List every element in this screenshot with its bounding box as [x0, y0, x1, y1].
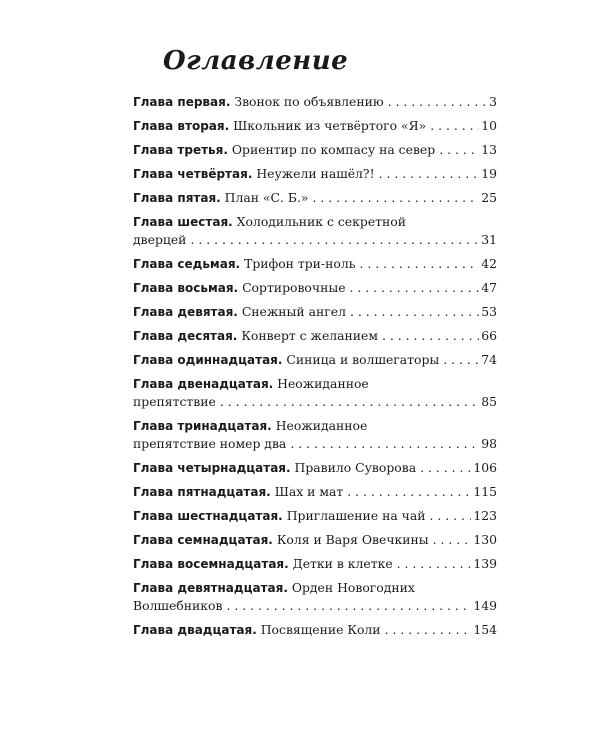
page-number: 53	[481, 304, 497, 319]
toc-entry	[133, 351, 497, 369]
toc-entry	[133, 303, 497, 321]
toc-entry-line	[133, 459, 497, 477]
dot-leader	[430, 507, 472, 525]
chapter-title: Холодильник с секретной	[236, 214, 406, 229]
toc-entry-line	[133, 279, 497, 297]
page-number: 139	[473, 556, 497, 571]
page-number: 13	[481, 142, 497, 157]
chapter-label: Глава десятая.	[133, 329, 238, 343]
chapter-label: Глава девятая.	[133, 305, 238, 319]
toc-entry-line	[133, 507, 497, 525]
dot-leader	[359, 255, 479, 273]
toc-entry-line	[133, 483, 497, 501]
toc-entry	[133, 165, 497, 183]
chapter-label: Глава одиннадцатая.	[133, 353, 283, 367]
dot-leader	[379, 165, 480, 183]
chapter-label: Глава седьмая.	[133, 257, 241, 271]
chapter-title: Школьник из четвёртого «Я»	[233, 118, 427, 133]
dot-leader	[190, 231, 479, 249]
toc-entry	[133, 507, 497, 525]
toc-entry-line	[133, 393, 497, 411]
dot-leader	[226, 597, 471, 615]
toc-entry	[133, 117, 497, 135]
toc-entry-line	[133, 417, 497, 435]
toc-entry	[133, 327, 497, 345]
page-number: 98	[481, 436, 497, 451]
chapter-title-continued: дверцей	[133, 232, 187, 247]
page-number: 66	[481, 328, 497, 343]
chapter-title: Коля и Варя Овечкины	[276, 532, 429, 547]
toc-entry-line	[133, 327, 497, 345]
toc-entry-line	[133, 531, 497, 549]
toc-entry-line	[133, 213, 497, 231]
toc-entry	[133, 141, 497, 159]
chapter-label: Глава двадцатая.	[133, 623, 257, 637]
chapter-title: Шах и мат	[274, 484, 344, 499]
dot-leader	[397, 555, 472, 573]
toc-entry	[133, 621, 497, 639]
toc-entry-line	[133, 303, 497, 321]
page-number: 19	[481, 166, 497, 181]
page-number: 154	[473, 622, 497, 637]
toc-entry-line	[133, 231, 497, 249]
page-number: 85	[481, 394, 497, 409]
chapter-title: Синица и волшегаторы	[286, 352, 440, 367]
chapter-title-continued: препятствие	[133, 394, 216, 409]
chapter-title: Детки в клетке	[292, 556, 393, 571]
table-of-contents	[133, 93, 497, 645]
toc-entry-line	[133, 375, 497, 393]
dot-leader	[350, 279, 480, 297]
toc-entry-line	[133, 579, 497, 597]
chapter-label: Глава шестая.	[133, 215, 233, 229]
chapter-label: Глава четвёртая.	[133, 167, 253, 181]
dot-leader	[439, 141, 479, 159]
toc-entry-line	[133, 555, 497, 573]
chapter-label: Глава четырнадцатая.	[133, 461, 291, 475]
toc-entry	[133, 93, 497, 111]
page-number: 31	[481, 232, 497, 247]
chapter-title-continued: Волшебников	[133, 598, 223, 613]
toc-entry-line	[133, 189, 497, 207]
chapter-label: Глава пятнадцатая.	[133, 485, 271, 499]
dot-leader	[388, 93, 487, 111]
dot-leader	[420, 459, 471, 477]
chapter-label: Глава семнадцатая.	[133, 533, 273, 547]
page-number: 3	[489, 94, 497, 109]
chapter-title: Орден Новогодних	[291, 580, 415, 595]
toc-entry	[133, 255, 497, 273]
page-number: 74	[481, 352, 497, 367]
page-number: 123	[473, 508, 497, 523]
toc-entry	[133, 555, 497, 573]
chapter-label: Глава пятая.	[133, 191, 221, 205]
chapter-title: Правило Суворова	[294, 460, 417, 475]
chapter-title: Снежный ангел	[241, 304, 346, 319]
toc-entry-line	[133, 435, 497, 453]
toc-entry	[133, 531, 497, 549]
toc-entry-line	[133, 165, 497, 183]
toc-entry	[133, 483, 497, 501]
chapter-title-continued: препятствие номер два	[133, 436, 287, 451]
chapter-label: Глава вторая.	[133, 119, 230, 133]
chapter-label: Глава восемнадцатая.	[133, 557, 289, 571]
page-number: 47	[481, 280, 497, 295]
toc-entry	[133, 189, 497, 207]
chapter-label: Глава первая.	[133, 95, 231, 109]
page-number: 149	[473, 598, 497, 613]
chapter-label: Глава шестнадцатая.	[133, 509, 283, 523]
dot-leader	[347, 483, 471, 501]
page-number: 42	[481, 256, 497, 271]
toc-entry-line	[133, 351, 497, 369]
chapter-title: Приглашение на чай	[286, 508, 426, 523]
chapter-title: Посвящение Коли	[260, 622, 381, 637]
toc-entry-line	[133, 117, 497, 135]
page-number: 130	[473, 532, 497, 547]
chapter-label: Глава девятнадцатая.	[133, 581, 288, 595]
chapter-title: Трифон три-ноль	[244, 256, 356, 271]
page-number: 106	[473, 460, 497, 475]
page-number: 10	[481, 118, 497, 133]
dot-leader	[350, 303, 479, 321]
chapter-title: Звонок по объявлению	[234, 94, 384, 109]
page-title: Оглавление	[163, 46, 349, 76]
chapter-label: Глава двенадцатая.	[133, 377, 274, 391]
toc-entry-line	[133, 255, 497, 273]
page-number: 115	[473, 484, 497, 499]
chapter-title: Ориентир по компасу на север	[231, 142, 436, 157]
dot-leader	[430, 117, 479, 135]
dot-leader	[433, 531, 472, 549]
toc-entry	[133, 213, 497, 249]
toc-entry	[133, 417, 497, 453]
toc-entry	[133, 579, 497, 615]
dot-leader	[443, 351, 479, 369]
toc-entry	[133, 375, 497, 411]
chapter-label: Глава тринадцатая.	[133, 419, 272, 433]
chapter-label: Глава третья.	[133, 143, 228, 157]
chapter-title: Конверт с желанием	[241, 328, 379, 343]
dot-leader	[313, 189, 480, 207]
toc-entry-line	[133, 141, 497, 159]
chapter-title: Неужели нашёл?!	[256, 166, 375, 181]
chapter-title: Неожиданное	[275, 418, 368, 433]
dot-leader	[290, 435, 479, 453]
chapter-title: Неожиданное	[277, 376, 369, 391]
dot-leader	[220, 393, 479, 411]
chapter-title: Сортировочные	[242, 280, 346, 295]
toc-entry	[133, 459, 497, 477]
toc-entry-line	[133, 93, 497, 111]
dot-leader	[382, 327, 479, 345]
toc-entry-line	[133, 621, 497, 639]
toc-entry-line	[133, 597, 497, 615]
toc-entry	[133, 279, 497, 297]
chapter-label: Глава восьмая.	[133, 281, 239, 295]
dot-leader	[385, 621, 472, 639]
page-number: 25	[481, 190, 497, 205]
chapter-title: План «С. Б.»	[224, 190, 309, 205]
